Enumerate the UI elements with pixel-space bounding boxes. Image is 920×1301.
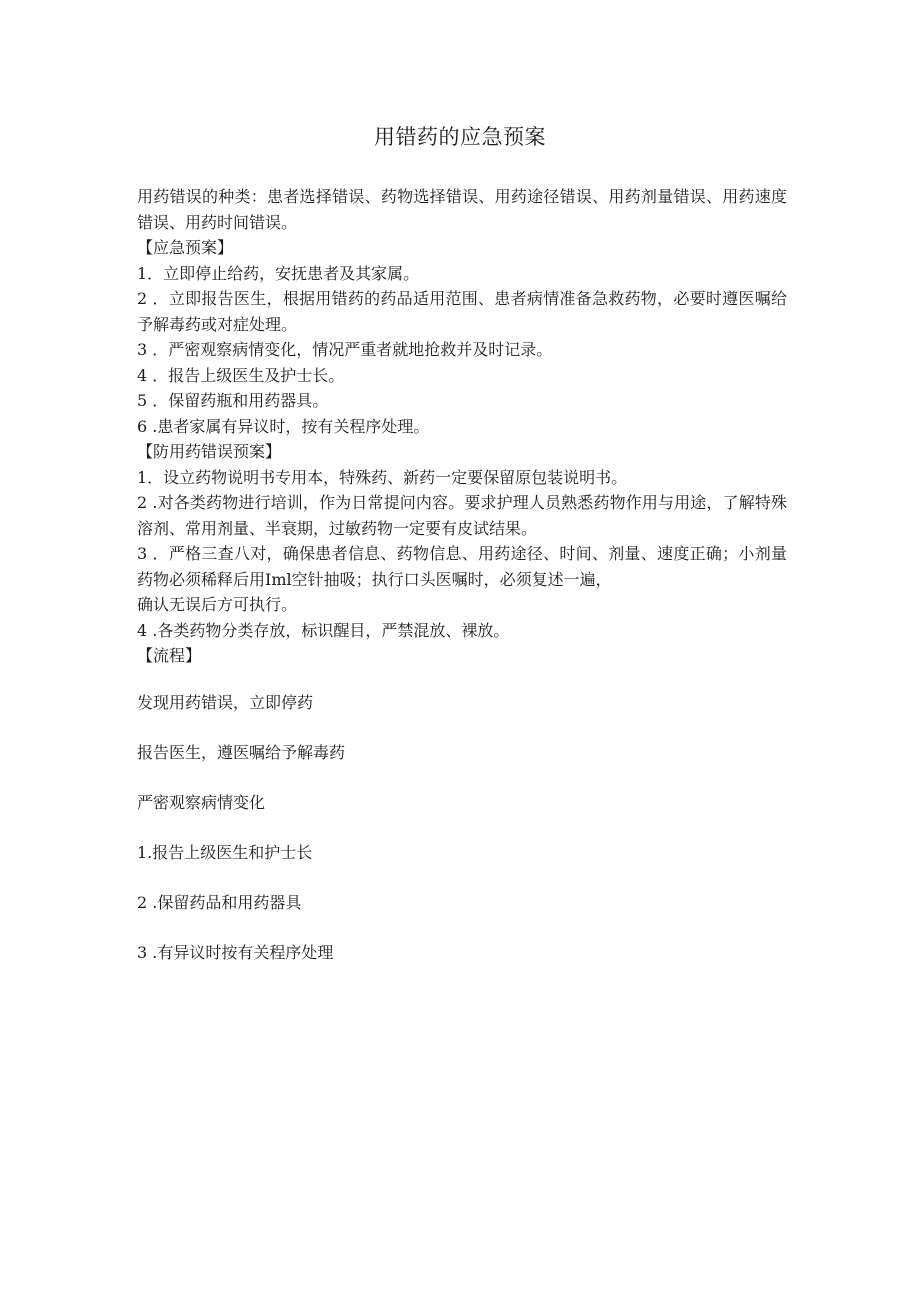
prevention-item: 3 ．严格三查八对，确保患者信息、药物信息、用药途径、时间、剂量、速度正确；小剂量药物必须稀释后用Iml空针抽吸；执行口头医嘱时，必须复述一遍， <box>137 544 787 589</box>
emergency-item: 1．立即停止给药，安抚患者及其家属。 <box>137 263 420 283</box>
flow-step: 报告医生，遵医嘱给予解毒药 <box>137 743 346 762</box>
prevention-item: 2 .对各类药物进行培训，作为日常提问内容。要求护理人员熟悉药物作用与用途，了解特殊溶剂、常用剂量、半衰期，过敏药物一定要有皮试结果。 <box>137 493 787 538</box>
intro-paragraph: 用药错误的种类：患者选择错误、药物选择错误、用药途径错误、用药剂量错误、用药速度错误、用药时间错误。 <box>137 187 787 232</box>
flow-steps <box>137 690 787 990</box>
prevention-item: 4 .各类药物分类存放，标识醒目，严禁混放、裸放。 <box>137 620 510 640</box>
emergency-item: 5 ．保留药瓶和用药器具。 <box>137 391 329 410</box>
emergency-item: 6 .患者家属有异议时，按有关程序处理。 <box>137 416 430 436</box>
emergency-item: 2 ．立即报告医生，根据用错药的药品适用范围、患者病情准备急救药物，必要时遵医嘱给予解毒药或对症处理。 <box>137 289 787 334</box>
document-title: 用错药的应急预案 <box>374 125 546 149</box>
flow-heading: 【流程】 <box>137 646 202 665</box>
document-body <box>137 184 787 669</box>
prevention-item: 1．设立药物说明书专用本，特殊药、新药一定要保留原包装说明书。 <box>137 467 628 487</box>
emergency-item: 3 ．严密观察病情变化，情况严重者就地抢救并及时记录。 <box>137 340 553 359</box>
flow-step: 发现用药错误，立即停药 <box>137 693 314 712</box>
flow-step: 2 .保留药品和用药器具 <box>137 893 302 912</box>
prevention-item: 确认无误后方可执行。 <box>137 595 298 614</box>
flow-step: 3 .有异议时按有关程序处理 <box>137 943 334 962</box>
prevention-heading: 【防用药错误预案】 <box>137 442 282 461</box>
flow-step: 严密观察病情变化 <box>137 793 266 812</box>
flow-step: 1.报告上级医生和护士长 <box>137 843 313 862</box>
emergency-item: 4 ．报告上级医生及护士长。 <box>137 365 345 385</box>
emergency-heading: 【应急预案】 <box>137 238 234 257</box>
